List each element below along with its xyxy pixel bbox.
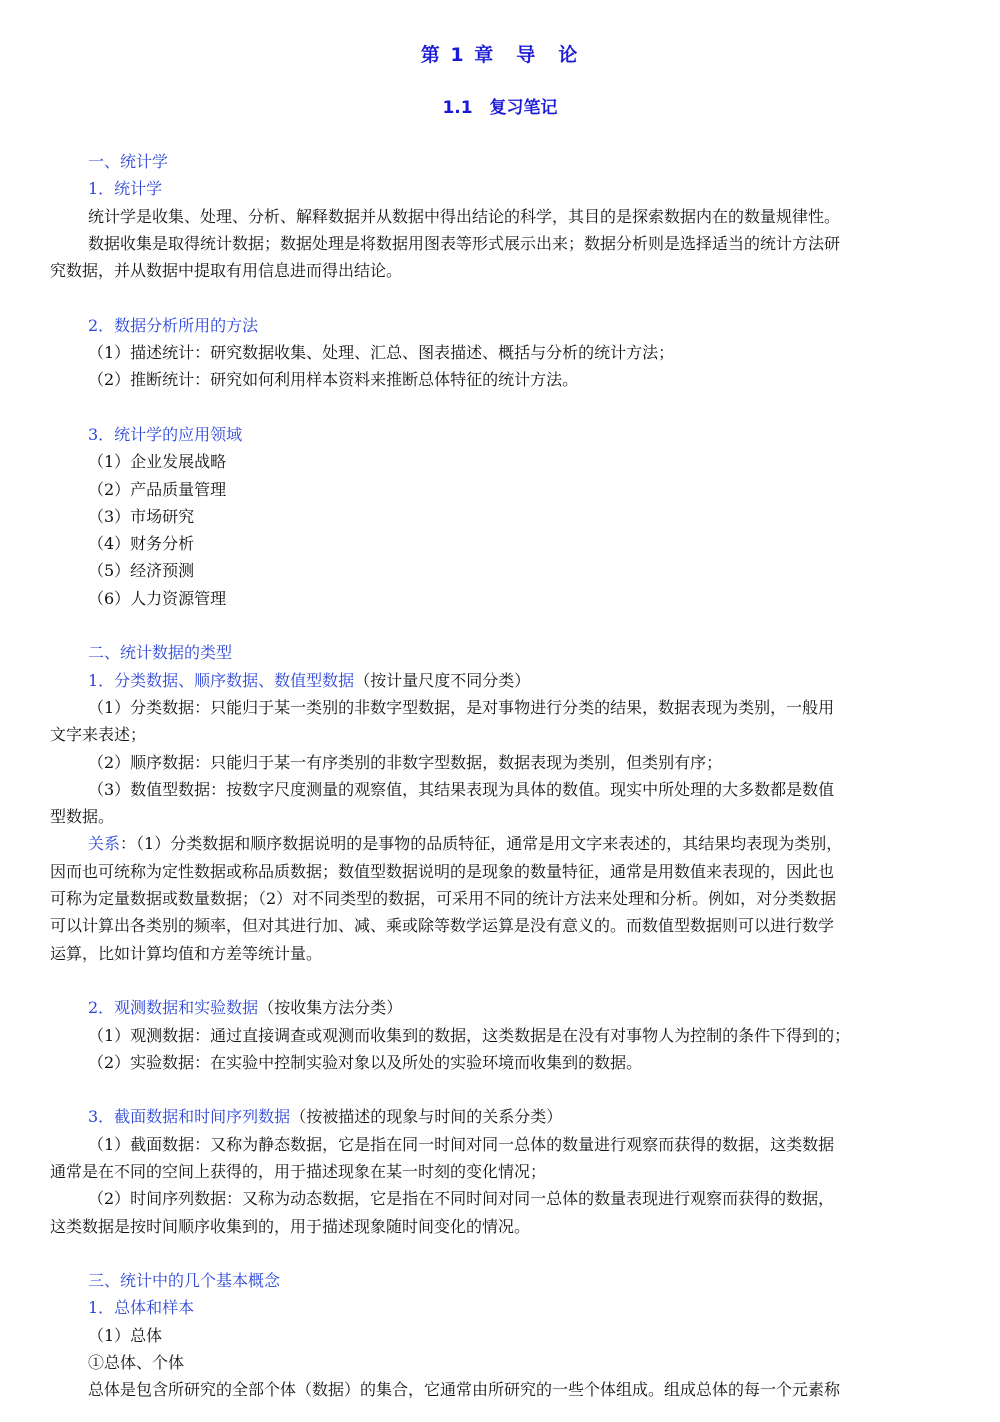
- paragraph-line: （1）截面数据：又称为静态数据，它是指在同一时间对同一总体的数量进行观察而获得的数据，这类数据: [88, 1134, 835, 1154]
- paragraph-gap: [50, 1076, 950, 1103]
- paragraph-gap: [50, 967, 950, 994]
- heading-text: 2．观测数据和实验数据: [88, 998, 259, 1018]
- paragraph-line: （2）时间序列数据：又称为动态数据，它是指在不同时间对同一总体的数量表现进行观察而获得的数据，: [88, 1189, 835, 1209]
- list-item: （6）人力资源管理: [88, 588, 227, 608]
- paragraph-line: 总体是包含所研究的全部个体（数据）的集合，它通常由所研究的一些个体组成。组成总体的每一个元素称: [88, 1380, 841, 1400]
- heading-text: 1．分类数据、顺序数据、数值型数据: [88, 670, 355, 690]
- paragraph-continuation: 型数据。: [50, 807, 115, 827]
- heading-note: （按被描述的现象与时间的关系分类）: [290, 1107, 563, 1127]
- section-title: 1.1 复习笔记: [442, 98, 558, 118]
- section-heading: [50, 667, 950, 694]
- list-item: （1）总体: [88, 1325, 163, 1345]
- relation-text: ：（1）分类数据和顺序数据说明的是事物的品质特征，通常是用文字来表述的，其结果均表现为类别，: [120, 834, 843, 854]
- list-item: （5）经济预测: [88, 561, 195, 581]
- paragraph-continuation: 可称为定量数据或数量数据；（2）对不同类型的数据，可采用不同的统计方法来处理和分析。例如，对分类数据: [50, 889, 837, 909]
- list-item: （2）产品质量管理: [88, 479, 227, 499]
- section-heading: 1．总体和样本: [88, 1298, 195, 1318]
- paragraph-gap: [50, 1240, 950, 1267]
- section-heading: 1．统计学: [88, 179, 163, 199]
- list-item: ①总体、个体: [88, 1353, 185, 1373]
- paragraph-line: 数据收集是取得统计数据；数据处理是将数据用图表等形式展示出来；数据分析则是选择适当的统计方法研: [88, 233, 841, 253]
- paragraph-line: （1）分类数据：只能归于某一类别的非数字型数据，是对事物进行分类的结果，数据表现为类别，一般用: [88, 697, 835, 717]
- chapter-title: 第 1 章 导 论: [420, 44, 580, 66]
- section-heading: 一、统计学: [88, 152, 169, 171]
- list-item: （2）实验数据：在实验中控制实验对象以及所处的实验环境而收集到的数据。: [88, 1052, 643, 1072]
- paragraph-line: [50, 830, 950, 857]
- section-heading: [50, 1103, 950, 1130]
- paragraph-gap: [50, 612, 950, 639]
- paragraph-continuation: 可以计算出各类别的频率，但对其进行加、减、乘或除等数学运算是没有意义的。而数值型数据则可以进行数学: [50, 916, 835, 936]
- section-heading: 2．数据分析所用的方法: [88, 315, 259, 335]
- list-item: （1）企业发展战略: [88, 452, 227, 472]
- paragraph-continuation: 这类数据是按时间顺序收集到的，用于描述现象随时间变化的情况。: [50, 1216, 531, 1236]
- document-body: [50, 148, 950, 1404]
- list-item: （1）观测数据：通过直接调查或观测而收集到的数据，这类数据是在没有对事物人为控制的条件下得到的；: [88, 1025, 851, 1045]
- paragraph-continuation: 因而也可统称为定性数据或称品质数据；数值型数据说明的是现象的数量特征，通常是用数值来表现的，因此也: [50, 861, 835, 881]
- list-item: （3）市场研究: [88, 506, 195, 526]
- paragraph-gap: [50, 284, 950, 311]
- paragraph-continuation: 通常是在不同的空间上获得的，用于描述现象在某一时刻的变化情况；: [50, 1161, 547, 1181]
- section-heading: [50, 994, 950, 1021]
- paragraph-continuation: 文字来表述；: [50, 725, 147, 745]
- list-item: （4）财务分析: [88, 534, 195, 554]
- paragraph-continuation: 运算，比如计算均值和方差等统计量。: [50, 943, 323, 963]
- list-item: （2）推断统计：研究如何利用样本资料来推断总体特征的统计方法。: [88, 370, 579, 390]
- paragraph-line: 统计学是收集、处理、分析、解释数据并从数据中得出结论的科学，其目的是探索数据内在的数量规律性。: [88, 206, 841, 226]
- heading-note: （按收集方法分类）: [258, 998, 403, 1018]
- heading-note: （按计量尺度不同分类）: [354, 670, 531, 690]
- paragraph-continuation: 究数据，并从数据中提取有用信息进而得出结论。: [50, 261, 403, 281]
- section-heading: 3．统计学的应用领域: [88, 424, 243, 444]
- section-heading: 三、统计中的几个基本概念: [88, 1271, 281, 1291]
- paragraph-line: （3）数值型数据：按数字尺度测量的观察值，其结果表现为具体的数值。现实中所处理的大多数都是数值: [88, 779, 835, 799]
- relation-label: 关系: [88, 834, 121, 854]
- section-heading: 二、统计数据的类型: [88, 643, 233, 663]
- heading-text: 3．截面数据和时间序列数据: [88, 1107, 291, 1127]
- paragraph-gap: [50, 394, 950, 421]
- list-item: （1）描述统计：研究数据收集、处理、汇总、图表描述、概括与分析的统计方法；: [88, 343, 675, 363]
- paragraph-line: （2）顺序数据：只能归于某一有序类别的非数字型数据，数据表现为类别，但类别有序；: [88, 752, 723, 772]
